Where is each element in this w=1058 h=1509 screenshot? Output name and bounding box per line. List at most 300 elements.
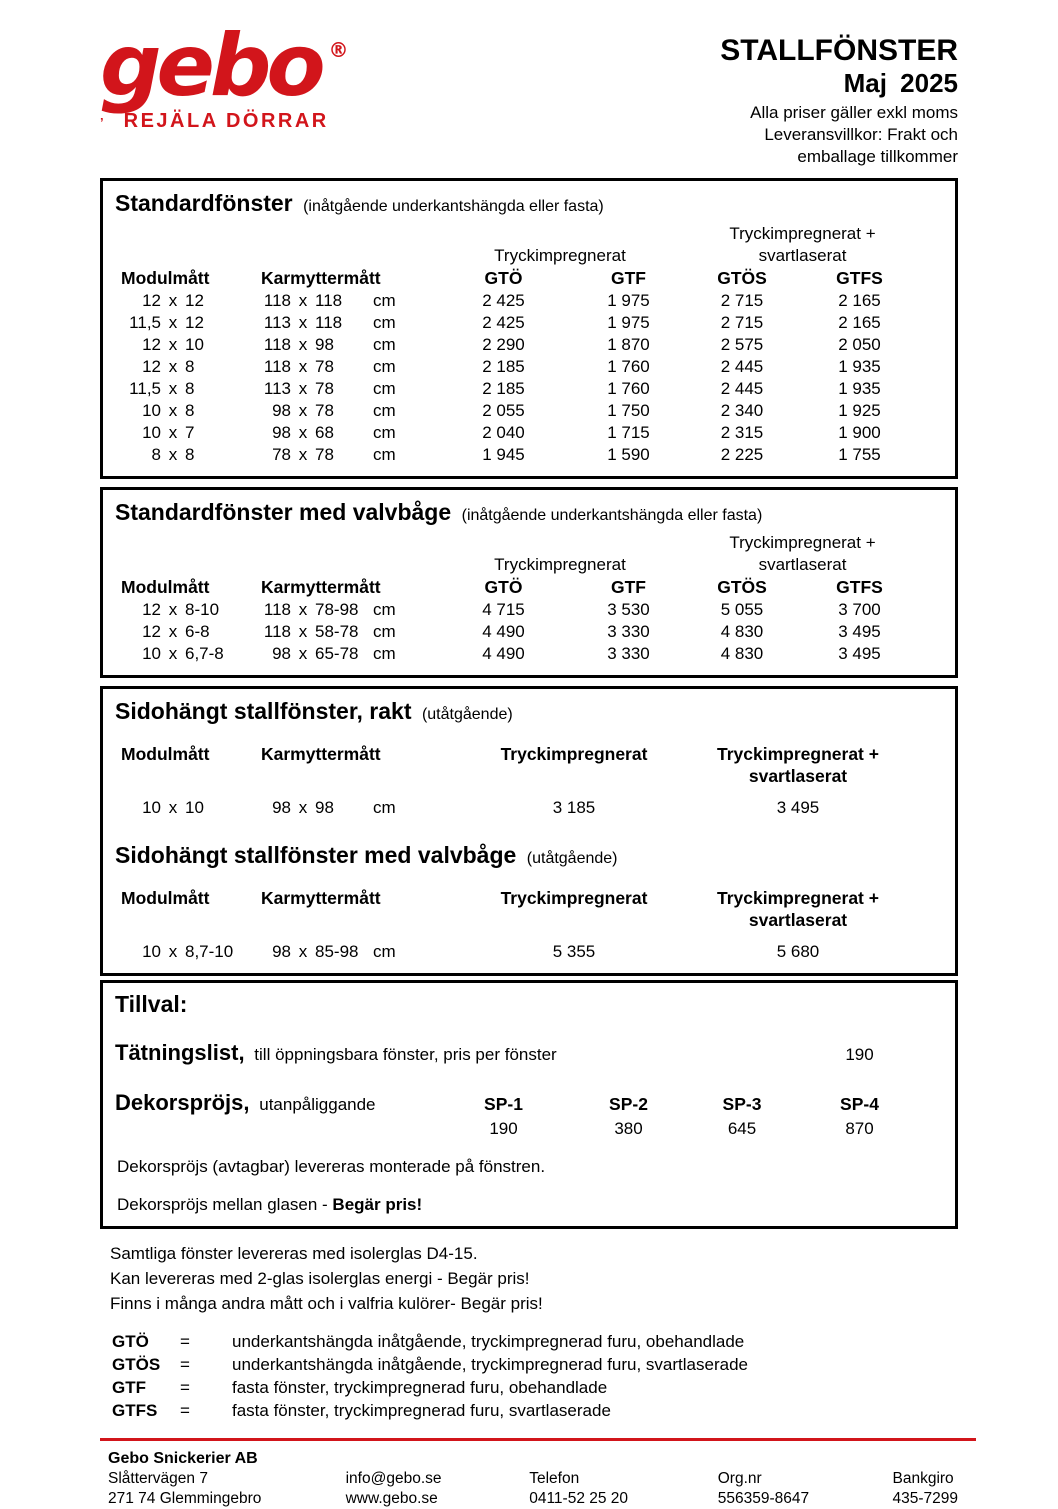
modul-height: 12	[185, 291, 204, 310]
modul-cell	[115, 621, 255, 643]
price-cell-gto: 2 040	[482, 423, 525, 442]
note-text: Dekorspröjs mellan glasen -	[117, 1195, 333, 1214]
karm-cell	[255, 941, 373, 963]
section-title: Standardfönster med valvbåge	[115, 499, 452, 525]
legend-row	[112, 1399, 958, 1422]
section-title: Tillval:	[115, 991, 188, 1017]
karm-width: 78	[272, 445, 291, 464]
karm-height: 78	[315, 379, 334, 398]
karm-width: 118	[263, 335, 291, 354]
legend-code: GTFS	[112, 1401, 158, 1420]
dekorsprojs-label: Dekorspröjs,	[115, 1090, 250, 1115]
x-separator: x	[168, 445, 178, 464]
modul-width: 12	[142, 357, 161, 376]
x-separator: x	[168, 798, 178, 817]
x-separator: x	[298, 644, 308, 663]
column-header-gtfs: GTFS	[836, 268, 883, 288]
price-cell-gto: 2 185	[482, 357, 525, 376]
x-separator: x	[298, 942, 308, 961]
registered-trademark-icon: ®	[328, 38, 349, 62]
karm-height: 65-78	[315, 644, 359, 663]
document-date: Maj 2025	[843, 68, 958, 98]
price-cell-tryck: 5 355	[552, 942, 596, 961]
price-cell-gtos: 5 055	[720, 600, 764, 619]
general-notes	[100, 1241, 958, 1316]
phone-label: Telefon	[529, 1470, 580, 1487]
company-name: Gebo Snickerier AB	[108, 1450, 258, 1467]
karm-width: 98	[272, 798, 291, 817]
price-cell-gtfs: 3 700	[838, 600, 881, 619]
karm-width: 118	[263, 600, 291, 619]
section-title-row	[115, 498, 943, 530]
price-cell-gtf: 1 870	[607, 335, 650, 354]
column-header-modulmatt: Modulmått	[121, 268, 210, 288]
column-header-karmyttermatt: Karmyttermått	[261, 268, 381, 288]
price-cell-gtf: 1 750	[607, 401, 650, 420]
header	[100, 16, 958, 178]
section-subtitle: (inåtgående underkantshängda eller fasta)	[303, 198, 604, 215]
karm-width: 98	[272, 644, 291, 663]
note-line: Kan levereras med 2-glas isolerglas energi - Begär pris!	[110, 1269, 530, 1288]
modul-height: 10	[185, 798, 204, 817]
x-separator: x	[298, 357, 308, 376]
footer-company-block	[108, 1449, 346, 1509]
price-cell-sp3: 645	[727, 1119, 757, 1138]
column-header-line: Tryckimpregnerat +	[717, 888, 879, 908]
karm-cell	[255, 378, 373, 400]
column-header-sp3: SP-3	[722, 1094, 762, 1114]
karm-height: 98	[315, 798, 334, 817]
tatningslist-desc: till öppningsbara fönster, pris per fönster	[254, 1045, 557, 1064]
column-header-modulmatt: Modulmått	[121, 888, 210, 908]
column-header-line: Tryckimpregnerat +	[717, 744, 879, 764]
standard-price-table	[115, 290, 943, 466]
group-header-row	[115, 223, 943, 267]
modul-cell	[115, 599, 255, 621]
modul-cell	[115, 400, 255, 422]
legend-row	[112, 1353, 958, 1376]
karm-cell	[255, 312, 373, 334]
tatningslist-label: Tätningslist,	[115, 1040, 245, 1065]
column-header-modulmatt: Modulmått	[121, 744, 210, 764]
karm-cell	[255, 422, 373, 444]
modul-width: 12	[142, 335, 161, 354]
price-cell-gtfs: 1 935	[838, 357, 881, 376]
karm-width: 98	[272, 423, 291, 442]
modul-width: 10	[142, 423, 161, 442]
note-line: Finns i många andra mått och i valfria kulörer- Begär pris!	[110, 1294, 543, 1313]
equals-sign: =	[180, 1332, 190, 1351]
price-cell-gto: 2 425	[482, 313, 525, 332]
price-cell-gtfs: 1 755	[838, 445, 881, 464]
modul-height: 10	[185, 335, 204, 354]
footer-contact-block	[346, 1449, 530, 1509]
x-separator: x	[168, 942, 178, 961]
footer	[100, 1438, 958, 1509]
dekorsprojs-note-between	[115, 1194, 943, 1216]
modul-cell	[115, 941, 255, 963]
x-separator: x	[168, 423, 178, 442]
unit-cell: cm	[373, 357, 396, 376]
group-header-line: Tryckimpregnerat +	[729, 224, 876, 243]
column-header-row	[115, 576, 943, 599]
x-separator: x	[168, 600, 178, 619]
modul-width: 11,5	[129, 313, 161, 332]
column-header-karmyttermatt: Karmyttermått	[261, 888, 381, 908]
modul-width: 11,5	[129, 379, 161, 398]
modul-cell	[115, 378, 255, 400]
price-cell-gtos: 2 575	[720, 335, 764, 354]
logo-tagline: REJÄLA DÖRRAR	[123, 109, 329, 132]
orgnr-label: Org.nr	[717, 1470, 762, 1487]
section-subtitle: (utåtgående)	[526, 850, 618, 867]
price-cell-gtos: 2 225	[720, 445, 764, 464]
column-header-gtf: GTF	[611, 577, 646, 597]
price-cell-gto: 2 290	[482, 335, 525, 354]
abbreviation-legend	[100, 1330, 958, 1422]
price-cell-gtfs: 2 050	[838, 335, 881, 354]
section-title-row	[115, 697, 943, 729]
unit-cell: cm	[373, 291, 396, 310]
legend-description: fasta fönster, tryckimpregnerad furu, svartlaserade	[232, 1401, 611, 1420]
price-cell-sp2: 380	[614, 1119, 643, 1138]
modul-height: 8	[185, 379, 195, 398]
footer-phone-block	[529, 1449, 718, 1509]
price-cell-gtos: 2 315	[720, 423, 764, 442]
x-separator: x	[168, 622, 178, 641]
dekorsprojs-desc: utanpåliggande	[259, 1095, 376, 1114]
legend-description: fasta fönster, tryckimpregnerad furu, obehandlade	[232, 1378, 608, 1397]
legend-description: underkantshängda inåtgående, tryckimpregnerad furu, svartlaserade	[232, 1355, 748, 1374]
tatningslist-label-cell	[115, 1040, 799, 1066]
modul-height: 6,7-8	[185, 644, 224, 663]
logo-wordmark	[100, 16, 349, 116]
modul-width: 10	[142, 401, 161, 420]
karm-cell	[255, 621, 373, 643]
karm-height: 78	[315, 357, 334, 376]
column-header-modulmatt: Modulmått	[121, 577, 210, 597]
karm-width: 113	[263, 313, 291, 332]
x-separator: x	[298, 445, 308, 464]
legend-row	[112, 1376, 958, 1399]
karm-width: 113	[263, 379, 291, 398]
price-cell-gtfs: 1 925	[838, 401, 881, 420]
price-cell-svart: 3 495	[776, 798, 820, 817]
company-address-street: Slåttervägen 7	[108, 1470, 208, 1487]
section-tillval	[100, 980, 958, 1229]
karm-height: 98	[315, 335, 334, 354]
unit-cell: cm	[373, 401, 396, 420]
logo-tagline-row	[100, 110, 349, 133]
column-header-row	[115, 887, 943, 931]
price-cell-gto: 2 425	[482, 291, 525, 310]
price-note-1: Alla priser gäller exkl moms	[750, 103, 958, 122]
price-cell-gtos: 2 715	[720, 291, 764, 310]
karm-height: 78	[315, 401, 334, 420]
karm-cell	[255, 400, 373, 422]
dekorsprojs-header-row	[115, 1090, 943, 1116]
x-separator: x	[298, 600, 308, 619]
bankgiro-value: 435-7299	[892, 1490, 959, 1507]
x-separator: x	[168, 379, 178, 398]
footer-orgnr-block	[718, 1449, 893, 1509]
price-cell-gtos: 2 445	[720, 357, 764, 376]
price-cell-gtfs: 3 495	[838, 622, 881, 641]
column-header-tryckimpregnerat: Tryckimpregnerat	[500, 744, 648, 764]
group-header-tryckimpregnerat-svartlaserat	[685, 532, 920, 576]
karm-height: 118	[315, 313, 343, 332]
unit-cell: cm	[373, 622, 396, 641]
document-title: STALLFÖNSTER	[720, 34, 958, 67]
x-separator: x	[168, 644, 178, 663]
price-cell-gtf: 1 715	[607, 423, 650, 442]
karm-height: 85-98	[315, 942, 359, 961]
price-cell-gtos: 4 830	[720, 644, 764, 663]
unit-cell: cm	[373, 423, 396, 442]
column-header-sp4: SP-4	[840, 1094, 879, 1114]
dekorsprojs-price-row	[115, 1118, 943, 1140]
valvbage-price-table	[115, 599, 943, 665]
tatningslist-price: 190	[845, 1045, 874, 1064]
modul-height: 7	[185, 423, 195, 442]
unit-cell: cm	[373, 798, 396, 817]
karm-height: 118	[315, 291, 343, 310]
price-cell-gto: 4 490	[482, 644, 525, 663]
section-title: Standardfönster	[115, 190, 293, 216]
price-cell-gtf: 1 760	[607, 379, 650, 398]
section-subtitle: (inåtgående underkantshängda eller fasta)	[461, 507, 763, 524]
sidohangt-rakt-table	[115, 797, 943, 819]
gebo-logo	[100, 16, 349, 133]
price-cell-gtf: 1 975	[607, 313, 650, 332]
price-cell-tryck: 3 185	[552, 798, 596, 817]
section-subtitle: (utåtgående)	[421, 706, 513, 723]
modul-cell	[115, 356, 255, 378]
section-standardfonster-valvbage	[100, 487, 958, 678]
group-header-tryckimpregnerat: Tryckimpregnerat	[494, 246, 626, 265]
column-header-line: svartlaserat	[748, 766, 848, 786]
price-cell-gto: 4 715	[482, 600, 525, 619]
modul-cell	[115, 334, 255, 356]
unit-cell: cm	[373, 600, 396, 619]
price-cell-gtf: 3 330	[607, 644, 650, 663]
group-header-row	[115, 532, 943, 576]
x-separator: x	[168, 357, 178, 376]
group-header-line: svartlaserat	[758, 555, 847, 574]
column-header-sp2: SP-2	[609, 1094, 648, 1114]
section-title: Sidohängt stallfönster, rakt	[115, 698, 412, 724]
price-cell-sp1: 190	[489, 1119, 518, 1138]
tatningslist-row	[115, 1040, 943, 1066]
modul-height: 12	[185, 313, 204, 332]
column-header-karmyttermatt: Karmyttermått	[261, 744, 381, 764]
modul-cell	[115, 444, 255, 466]
price-note-2: Leveransvillkor: Frakt och	[764, 125, 958, 144]
karm-height: 68	[315, 423, 334, 442]
x-separator: x	[168, 401, 178, 420]
x-separator: x	[298, 291, 308, 310]
price-cell-gtf: 1 975	[607, 291, 650, 310]
karm-cell	[255, 599, 373, 621]
karm-width: 118	[263, 357, 291, 376]
unit-cell: cm	[373, 379, 396, 398]
modul-width: 8	[151, 445, 161, 464]
price-cell-gtf: 3 330	[607, 622, 650, 641]
karm-cell	[255, 290, 373, 312]
column-header-gtos: GTÖS	[717, 268, 767, 288]
column-header-sp1: SP-1	[484, 1094, 523, 1114]
section-standardfonster	[100, 178, 958, 479]
group-header-line: svartlaserat	[758, 246, 847, 265]
x-separator: x	[298, 798, 308, 817]
legend-description: underkantshängda inåtgående, tryckimpregnerad furu, obehandlade	[232, 1332, 745, 1351]
footer-divider	[100, 1438, 976, 1441]
x-separator: x	[298, 401, 308, 420]
modul-width: 12	[142, 622, 161, 641]
modul-width: 10	[142, 942, 161, 961]
equals-sign: =	[180, 1378, 190, 1397]
modul-height: 8	[185, 357, 195, 376]
price-cell-gtos: 2 715	[720, 313, 764, 332]
x-separator: x	[168, 313, 178, 332]
price-cell-svart: 5 680	[776, 942, 820, 961]
x-separator: x	[168, 335, 178, 354]
section-sidohangt	[100, 686, 958, 976]
column-header-gtf: GTF	[611, 268, 646, 288]
column-header-gtfs: GTFS	[836, 577, 883, 597]
x-separator: x	[298, 379, 308, 398]
bankgiro-label: Bankgiro	[892, 1470, 954, 1487]
legend-code: GTÖ	[112, 1332, 149, 1351]
modul-height: 8	[185, 445, 195, 464]
price-cell-gto: 1 945	[482, 445, 525, 464]
footer-columns	[100, 1449, 958, 1509]
x-separator: x	[298, 622, 308, 641]
modul-cell	[115, 797, 255, 819]
modul-width: 12	[142, 600, 161, 619]
price-cell-gtf: 1 760	[607, 357, 650, 376]
karm-height: 58-78	[315, 622, 359, 641]
legend-code: GTF	[112, 1378, 146, 1397]
karm-cell	[255, 444, 373, 466]
column-header-row	[115, 743, 943, 787]
x-separator: x	[298, 313, 308, 332]
document-header-info	[720, 26, 958, 168]
karm-width: 98	[272, 401, 291, 420]
price-cell-gtfs: 3 495	[838, 644, 881, 663]
company-address-city: 271 74 Glemmingebro	[108, 1490, 262, 1507]
unit-cell: cm	[373, 445, 396, 464]
company-website: www.gebo.se	[345, 1490, 438, 1507]
logo-tick-icon: ’	[100, 114, 104, 130]
karm-width: 118	[263, 291, 291, 310]
dekorsprojs-note-mounted: Dekorspröjs (avtagbar) levereras monterade på fönstren.	[117, 1157, 546, 1176]
price-cell-gtos: 4 830	[720, 622, 764, 641]
price-cell-gtfs: 1 935	[838, 379, 881, 398]
group-header-line: Tryckimpregnerat +	[729, 533, 876, 552]
price-cell-gtfs: 2 165	[838, 291, 881, 310]
phone-number: 0411-52 25 20	[529, 1490, 629, 1507]
column-header-gto: GTÖ	[484, 577, 523, 597]
equals-sign: =	[180, 1355, 190, 1374]
column-header-spacer	[373, 576, 435, 599]
legend-code: GTÖS	[112, 1355, 161, 1374]
price-cell-gtfs: 1 900	[838, 423, 881, 442]
price-cell-gto: 2 055	[482, 401, 525, 420]
logo-text: gebo	[100, 16, 321, 116]
spacer-cell	[115, 1118, 435, 1140]
column-header-tryckimpregnerat: Tryckimpregnerat	[500, 888, 648, 908]
unit-cell: cm	[373, 313, 396, 332]
price-list-page	[100, 16, 959, 1509]
note-line: Samtliga fönster levereras med isolerglas D4-15.	[110, 1244, 478, 1263]
price-cell-sp4: 870	[845, 1119, 874, 1138]
x-separator: x	[298, 423, 308, 442]
modul-cell	[115, 643, 255, 665]
modul-height: 8,7-10	[185, 942, 234, 961]
price-cell-gtos: 2 340	[720, 401, 764, 420]
modul-width: 10	[142, 644, 161, 663]
modul-width: 10	[142, 798, 161, 817]
modul-cell	[115, 422, 255, 444]
equals-sign: =	[180, 1401, 190, 1420]
karm-width: 118	[263, 622, 291, 641]
karm-cell	[255, 334, 373, 356]
column-header-karmyttermatt: Karmyttermått	[261, 577, 381, 597]
price-cell-gtfs: 2 165	[838, 313, 881, 332]
karm-width: 98	[272, 942, 291, 961]
column-header-spacer	[373, 267, 435, 290]
modul-height: 8	[185, 401, 195, 420]
unit-cell: cm	[373, 644, 396, 663]
group-header-tryckimpregnerat: Tryckimpregnerat	[494, 555, 626, 574]
modul-cell	[115, 312, 255, 334]
column-header-line: svartlaserat	[748, 910, 848, 930]
karm-height: 78	[315, 445, 334, 464]
price-cell-gtf: 3 530	[607, 600, 650, 619]
price-cell-gto: 4 490	[482, 622, 525, 641]
sidohangt-valv-table	[115, 941, 943, 963]
modul-cell	[115, 290, 255, 312]
column-header-tryckimpregnerat-svartlaserat	[713, 887, 883, 931]
karm-cell	[255, 356, 373, 378]
price-cell-gtf: 1 590	[607, 445, 650, 464]
section-title-row	[115, 841, 943, 873]
dekorsprojs-label-cell	[115, 1090, 435, 1116]
footer-bankgiro-block	[893, 1449, 959, 1509]
modul-height: 6-8	[185, 622, 210, 641]
unit-cell: cm	[373, 335, 396, 354]
section-title: Sidohängt stallfönster med valvbåge	[115, 842, 517, 868]
karm-height: 78-98	[315, 600, 359, 619]
unit-cell: cm	[373, 942, 396, 961]
modul-width: 12	[142, 291, 161, 310]
karm-cell	[255, 643, 373, 665]
note-bold-text: Begär pris!	[332, 1195, 423, 1214]
column-header-gtos: GTÖS	[717, 577, 767, 597]
group-header-tryckimpregnerat-svartlaserat	[685, 223, 920, 267]
x-separator: x	[168, 291, 178, 310]
column-header-gto: GTÖ	[484, 268, 523, 288]
section-title-row	[115, 189, 943, 221]
column-header-row	[115, 267, 943, 290]
price-cell-gtos: 2 445	[720, 379, 764, 398]
x-separator: x	[298, 335, 308, 354]
orgnr-value: 556359-8647	[717, 1490, 810, 1507]
company-email: info@gebo.se	[345, 1470, 442, 1487]
legend-row	[112, 1330, 958, 1353]
price-note-3: emballage tillkommer	[797, 147, 958, 166]
